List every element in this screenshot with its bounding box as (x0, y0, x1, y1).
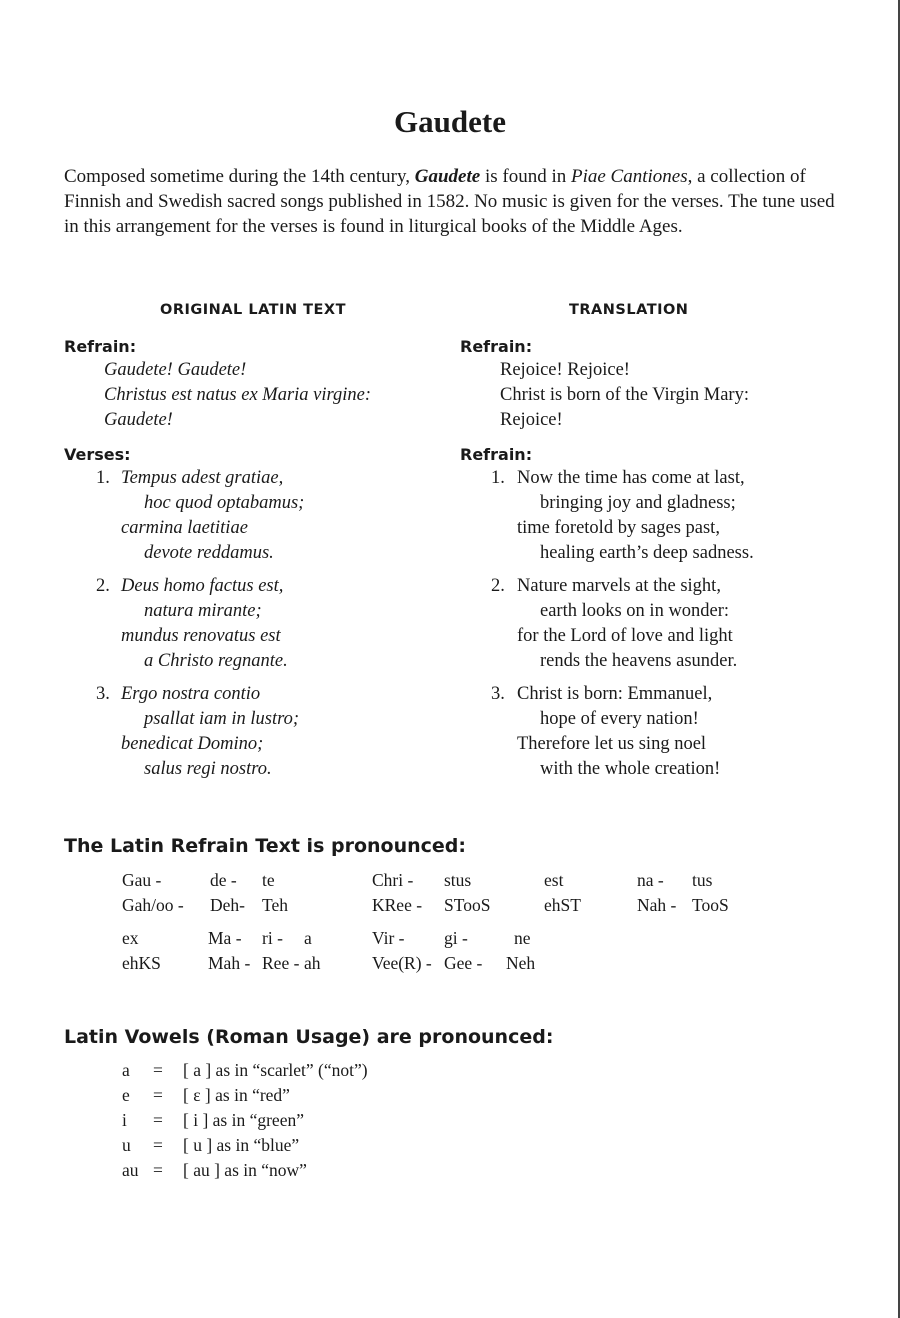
translation-column-heading: TRANSLATION (569, 302, 689, 318)
syllable-latin: tus (692, 870, 713, 890)
vowel-description: [ au ] as in “now” (183, 1160, 307, 1180)
page-title: Gaudete (394, 104, 506, 139)
latin-verse-1 (121, 466, 304, 566)
verse-line: healing earth’s deep sadness. (540, 543, 754, 563)
translation-verse-3 (517, 682, 720, 782)
verse-line: devote reddamus. (144, 543, 274, 563)
latin-refrain-line: Christus est natus ex Maria virgine: (104, 385, 372, 405)
verse-line: mundus renovatus est (121, 626, 281, 646)
syllable-latin: a (304, 928, 312, 948)
syllable-latin: na - (637, 870, 664, 890)
verse-line: salus regi nostro. (144, 759, 272, 779)
translation-refrain-line: Rejoice! (500, 410, 563, 430)
verse-line: time foretold by sages past, (517, 518, 720, 538)
vowel-equals: = (153, 1110, 163, 1130)
verse-line: for the Lord of love and light (517, 626, 733, 646)
syllable-latin: est (544, 870, 564, 890)
verse-line: hoc quod optabamus; (144, 493, 305, 513)
intro-source-title: Piae Cantiones (570, 166, 688, 187)
latin-verses-label: Verses: (64, 445, 131, 464)
vowel-letter: au (122, 1160, 139, 1180)
latin-verse-2 (121, 574, 288, 674)
translation-verse-number: 1. (491, 468, 505, 488)
vowel-description: [ u ] as in “blue” (183, 1135, 300, 1155)
verse-line: psallat iam in lustro; (144, 709, 300, 729)
latin-column-heading: ORIGINAL LATIN TEXT (160, 302, 346, 318)
verse-line: Ergo nostra contio (121, 684, 261, 704)
syllable-phonetic: Nah - (637, 895, 677, 915)
latin-verse-number: 2. (96, 576, 110, 596)
verse-line: Tempus adest gratiae, (121, 468, 284, 488)
translation-verse-1 (517, 466, 754, 566)
verse-line: earth looks on in wonder: (540, 601, 730, 621)
intro-text-3: , a collection of Finnish and Swedish sacred songs published in 1582. No music is given for the verses. The tune used in this arrangement for the verses is found in liturgical books of the Middle Ages. (64, 166, 835, 237)
verse-line: natura mirante; (144, 601, 262, 621)
vowel-letter: i (122, 1110, 127, 1130)
translation-verse-number: 2. (491, 576, 505, 596)
verse-line: a Christo regnante. (144, 651, 288, 671)
verse-line: Now the time has come at last, (517, 468, 745, 488)
syllable-latin: Ma - (208, 928, 242, 948)
syllable-phonetic: ah (304, 953, 321, 973)
syllable-latin: stus (444, 870, 472, 890)
syllable-phonetic: Deh- (210, 895, 245, 915)
latin-refrain-label: Refrain: (64, 337, 137, 356)
intro-song-title: Gaudete (414, 166, 481, 187)
verse-line: with the whole creation! (540, 759, 721, 779)
latin-refrain-line: Gaudete! (104, 410, 173, 430)
syllable-latin: ri - (262, 928, 283, 948)
vowel-letter: a (122, 1060, 130, 1080)
latin-verse-number: 3. (96, 684, 110, 704)
vowels-heading: Latin Vowels (Roman Usage) are pronounced: (64, 1026, 554, 1048)
syllable-latin: ex (122, 928, 139, 948)
verse-line: hope of every nation! (540, 709, 699, 729)
syllable-latin: Gau - (122, 870, 162, 890)
vowel-equals: = (153, 1085, 163, 1105)
vowel-equals: = (153, 1160, 163, 1180)
verse-line: benedicat Domino; (121, 734, 264, 754)
syllable-latin: ne (514, 928, 531, 948)
syllable-latin: Chri - (372, 870, 414, 890)
vowel-letter: u (122, 1135, 131, 1155)
intro-text-1: Composed sometime during the 14th century, (64, 166, 415, 187)
translation-verse-2 (517, 574, 737, 674)
latin-refrain (104, 358, 371, 433)
latin-refrain-line: Gaudete! Gaudete! (104, 360, 247, 380)
translation-refrain-line: Christ is born of the Virgin Mary: (500, 385, 749, 405)
verse-line: Christ is born: Emmanuel, (517, 684, 713, 704)
translation-refrain (500, 358, 749, 433)
intro-paragraph (64, 164, 839, 239)
pronunciation-heading: The Latin Refrain Text is pronounced: (64, 835, 466, 857)
syllable-phonetic: Mah - (208, 953, 251, 973)
latin-verse-3 (121, 682, 299, 782)
vowel-letter: e (122, 1085, 130, 1105)
intro-text-2: is found in (480, 166, 571, 187)
translation-refrain-line: Rejoice! Rejoice! (500, 360, 630, 380)
latin-verse-number: 1. (96, 468, 110, 488)
vowel-equals: = (153, 1060, 163, 1080)
syllable-phonetic: Gah/oo - (122, 895, 184, 915)
syllable-latin: de - (210, 870, 237, 890)
verse-line: rends the heavens asunder. (540, 651, 738, 671)
syllable-phonetic: TooS (692, 895, 729, 915)
vowel-description: [ a ] as in “scarlet” (“not”) (183, 1060, 368, 1080)
syllable-phonetic: Neh (506, 953, 536, 973)
syllable-phonetic: STooS (444, 895, 491, 915)
syllable-phonetic: Ree - (262, 953, 300, 973)
verse-line: Nature marvels at the sight, (517, 576, 721, 596)
translation-refrain-label: Refrain: (460, 337, 533, 356)
verse-line: Therefore let us sing noel (517, 734, 707, 754)
vowel-description: [ i ] as in “green” (183, 1110, 304, 1130)
verse-line: bringing joy and gladness; (540, 493, 736, 513)
syllable-phonetic: KRee - (372, 895, 423, 915)
vowel-description: [ ε ] as in “red” (183, 1085, 290, 1105)
syllable-latin: gi - (444, 928, 468, 948)
syllable-phonetic: ehST (544, 895, 581, 915)
syllable-phonetic: ehKS (122, 953, 161, 973)
syllable-latin: Vir - (372, 928, 405, 948)
syllable-latin: te (262, 870, 275, 890)
translation-verses-label: Refrain: (460, 445, 533, 464)
verse-line: carmina laetitiae (121, 518, 248, 538)
syllable-phonetic: Teh (262, 895, 288, 915)
verse-line: Deus homo factus est, (121, 576, 284, 596)
vowel-equals: = (153, 1135, 163, 1155)
syllable-phonetic: Vee(R) - (372, 953, 432, 973)
translation-verse-number: 3. (491, 684, 505, 704)
syllable-phonetic: Gee - (444, 953, 483, 973)
